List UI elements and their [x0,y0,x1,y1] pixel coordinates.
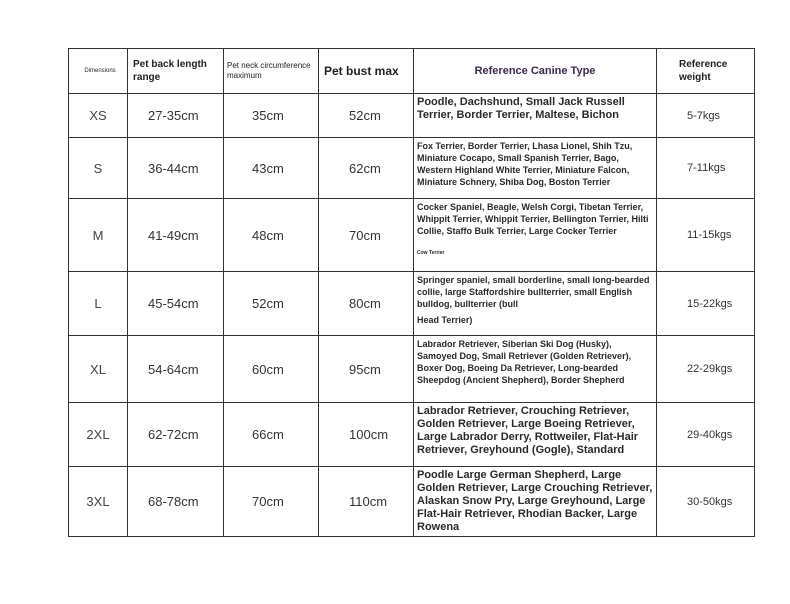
neck-value: 35cm [224,94,319,138]
back-length-value: 54-64cm [128,336,224,403]
weight-value: 15-22kgs [657,272,755,336]
table-row [69,467,755,537]
back-length-value: 36-44cm [128,138,224,199]
header-neck: Pet neck circumference maximum [224,49,319,94]
neck-value: 66cm [224,403,319,467]
breed-list: Labrador Retriever, Siberian Ski Dog (Husky), Samoyed Dog, Small Retriever (Golden Retriever), Boxer Dog, Boeing Da Retriever, Long-bearded Sheepdog (Ancient Shepherd), Border Shepherd [414,336,657,403]
back-length-value: 68-78cm [128,467,224,537]
bust-value: 52cm [319,94,414,138]
size-label: L [69,272,128,336]
weight-value: 7-11kgs [657,138,755,199]
weight-value: 29-40kgs [657,403,755,467]
neck-value: 52cm [224,272,319,336]
bust-value: 80cm [319,272,414,336]
breed-cell [414,272,657,336]
table-row [69,199,755,272]
breed-cell [414,199,657,272]
bust-value: 70cm [319,199,414,272]
size-label: 3XL [69,467,128,537]
header-breed-type: Reference Canine Type [414,49,657,94]
size-label: XS [69,94,128,138]
header-row [69,49,755,94]
back-length-value: 45-54cm [128,272,224,336]
header-bust: Pet bust max [319,49,414,94]
breed-list-tail: Head Terrier) [417,315,473,325]
size-label: S [69,138,128,199]
breed-list: Labrador Retriever, Crouching Retriever, Golden Retriever, Large Boeing Retriever, Large Labrador Derry, Rottweiler, Flat-Hair Retriever, Greyhound (Gogle), Standard [414,403,657,467]
weight-value: 11-15kgs [657,199,755,272]
back-length-value: 27-35cm [128,94,224,138]
size-label: XL [69,336,128,403]
weight-value: 22-29kgs [657,336,755,403]
weight-value: 5-7kgs [657,94,755,138]
weight-value: 30-50kgs [657,467,755,537]
neck-value: 60cm [224,336,319,403]
neck-value: 70cm [224,467,319,537]
table-row [69,403,755,467]
size-label: M [69,199,128,272]
breed-note: Cow Terrier [417,250,445,256]
bust-value: 110cm [319,467,414,537]
back-length-value: 41-49cm [128,199,224,272]
size-label: 2XL [69,403,128,467]
neck-value: 48cm [224,199,319,272]
breed-list: Springer spaniel, small borderline, small long-bearded collie, large Staffordshire bullterrier, small English bulldog, bullterrier (bull [417,275,650,309]
table-row [69,138,755,199]
header-dimensions: Dimensions [69,49,128,94]
bust-value: 100cm [319,403,414,467]
breed-list: Poodle Large German Shepherd, Large Golden Retriever, Large Crouching Retriever, Alaskan Snow Pry, Large Greyhound, Large Flat-Hair Retriever, Rhodian Backer, Large Rowena [414,467,657,537]
table-row [69,272,755,336]
header-weight: Reference weight [657,49,755,94]
table-row [69,336,755,403]
table-row [69,94,755,138]
breed-list: Poodle, Dachshund, Small Jack Russell Terrier, Border Terrier, Maltese, Bichon [414,94,657,138]
breed-list: Cocker Spaniel, Beagle, Welsh Corgi, Tibetan Terrier, Whippit Terrier, Whippit Terrier, Bellington Terrier, Hilti Collie, Staffo Bulk Terrier, Large Cocker Terrier [417,202,649,236]
header-back-length: Pet back length range [128,49,224,94]
neck-value: 43cm [224,138,319,199]
size-chart-table [68,48,755,537]
back-length-value: 62-72cm [128,403,224,467]
bust-value: 95cm [319,336,414,403]
breed-list: Fox Terrier, Border Terrier, Lhasa Lionel, Shih Tzu, Miniature Cocapo, Small Spanish Terrier, Bago, Western Highland White Terrier, Miniature Falcon, Miniature Schnery, Shiba Dog, Boston Terrier [414,138,657,199]
bust-value: 62cm [319,138,414,199]
